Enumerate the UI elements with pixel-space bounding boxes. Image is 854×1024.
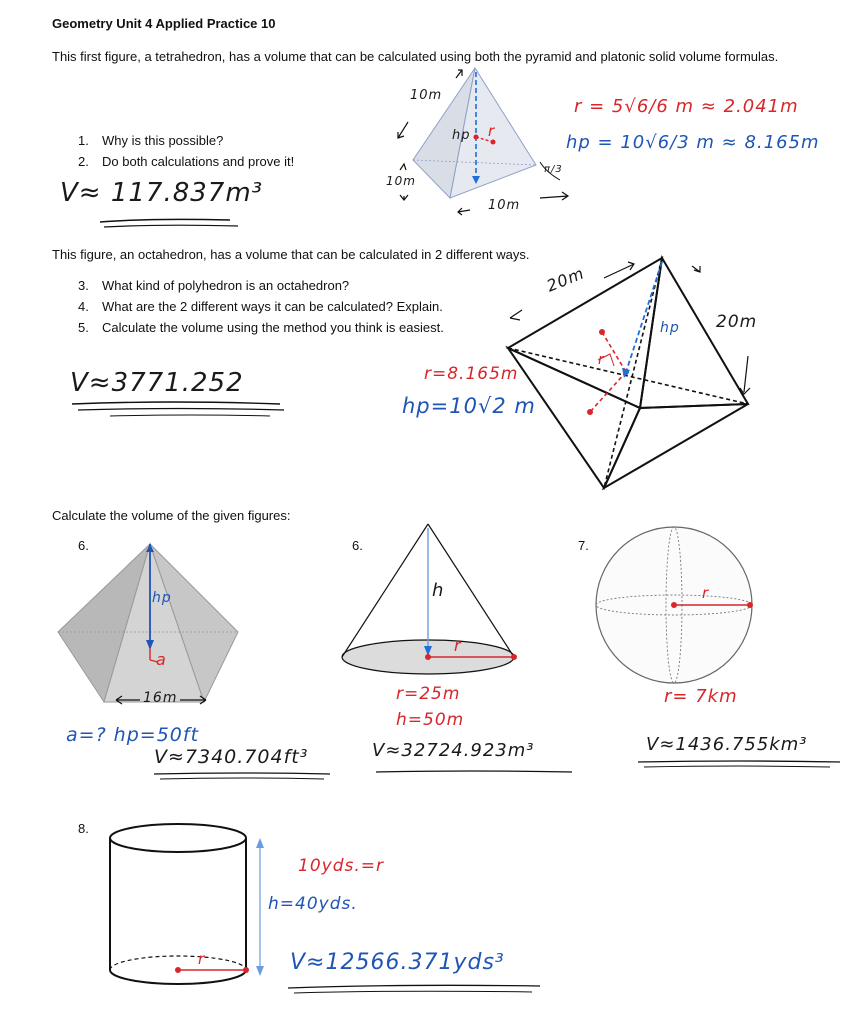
cone-answer: V≈32724.923m³ [372, 740, 535, 761]
question-1: 1. Why is this possible? [78, 133, 224, 148]
tetra-r-value: r = 5√6/6 m ≈ 2.041m [574, 96, 799, 117]
octa-edge-top: 20m [543, 263, 588, 296]
tetra-edge-left: 10m [386, 174, 416, 188]
tetra-edge-top: 10m [410, 88, 443, 103]
octa-edge-right: 20m [716, 312, 758, 332]
octa-r-label: r [598, 352, 605, 368]
answer-2: V≈3771.252 [70, 368, 244, 398]
cylinder-r-value: 10yds.=r [298, 856, 384, 876]
cone-r-value: r=25m [396, 684, 461, 704]
problem-8-number: 8. [78, 821, 89, 836]
cone-r-label: r [454, 636, 462, 655]
tetra-hp-label: hp [452, 128, 471, 143]
page-title: Geometry Unit 4 Applied Practice 10 [52, 16, 276, 31]
octa-hp-label: hp [660, 320, 680, 336]
pyramid-hp-label: hp [152, 590, 172, 606]
section2-intro: This figure, an octahedron, has a volume that can be calculated in 2 different ways. [52, 247, 530, 262]
answer-1: V≈ 117.837m³ [60, 178, 264, 208]
question-3: 3. What kind of polyhedron is an octahedron? [78, 278, 350, 293]
octa-hp-value: hp=10√2 m [402, 394, 536, 418]
tetra-hp-value: hp = 10√6/3 m ≈ 8.165m [566, 132, 820, 153]
question-5: 5. Calculate the volume using the method you think is easiest. [78, 320, 444, 335]
cylinder-h-value: h=40yds. [268, 894, 358, 914]
tetra-r-label: r [488, 122, 496, 140]
tetra-edge-bottom: 10m [488, 198, 521, 213]
octa-r-value: r=8.165m [424, 364, 519, 384]
sphere-answer: V≈1436.755km³ [646, 734, 808, 755]
tetra-angle-label: π/3 [544, 164, 563, 175]
problem-6a-number: 6. [78, 538, 89, 553]
question-2: 2. Do both calculations and prove it! [78, 154, 295, 169]
sphere-r-label: r [702, 584, 710, 602]
pyramid-side-label: 16m [143, 690, 178, 706]
sphere-r-value: r= 7km [664, 686, 738, 707]
pyramid-a-label: a [156, 650, 167, 669]
cylinder-r-label: r [198, 950, 206, 968]
cone-h-value: h=50m [396, 710, 465, 730]
section1-intro: This first figure, a tetrahedron, has a volume that can be calculated using both the pyramid and platonic solid volume formulas. [52, 49, 779, 64]
section3-intro: Calculate the volume of the given figures: [52, 508, 291, 523]
problem-7-number: 7. [578, 538, 589, 553]
problem-6b-number: 6. [352, 538, 363, 553]
pyramid-answer: V≈7340.704ft³ [154, 746, 309, 768]
pyramid-given: a=? hp=50ft [66, 724, 200, 746]
cone-h-label: h [432, 580, 445, 601]
cylinder-answer: V≈12566.371yds³ [290, 950, 505, 975]
question-4: 4. What are the 2 different ways it can be calculated? Explain. [78, 299, 443, 314]
